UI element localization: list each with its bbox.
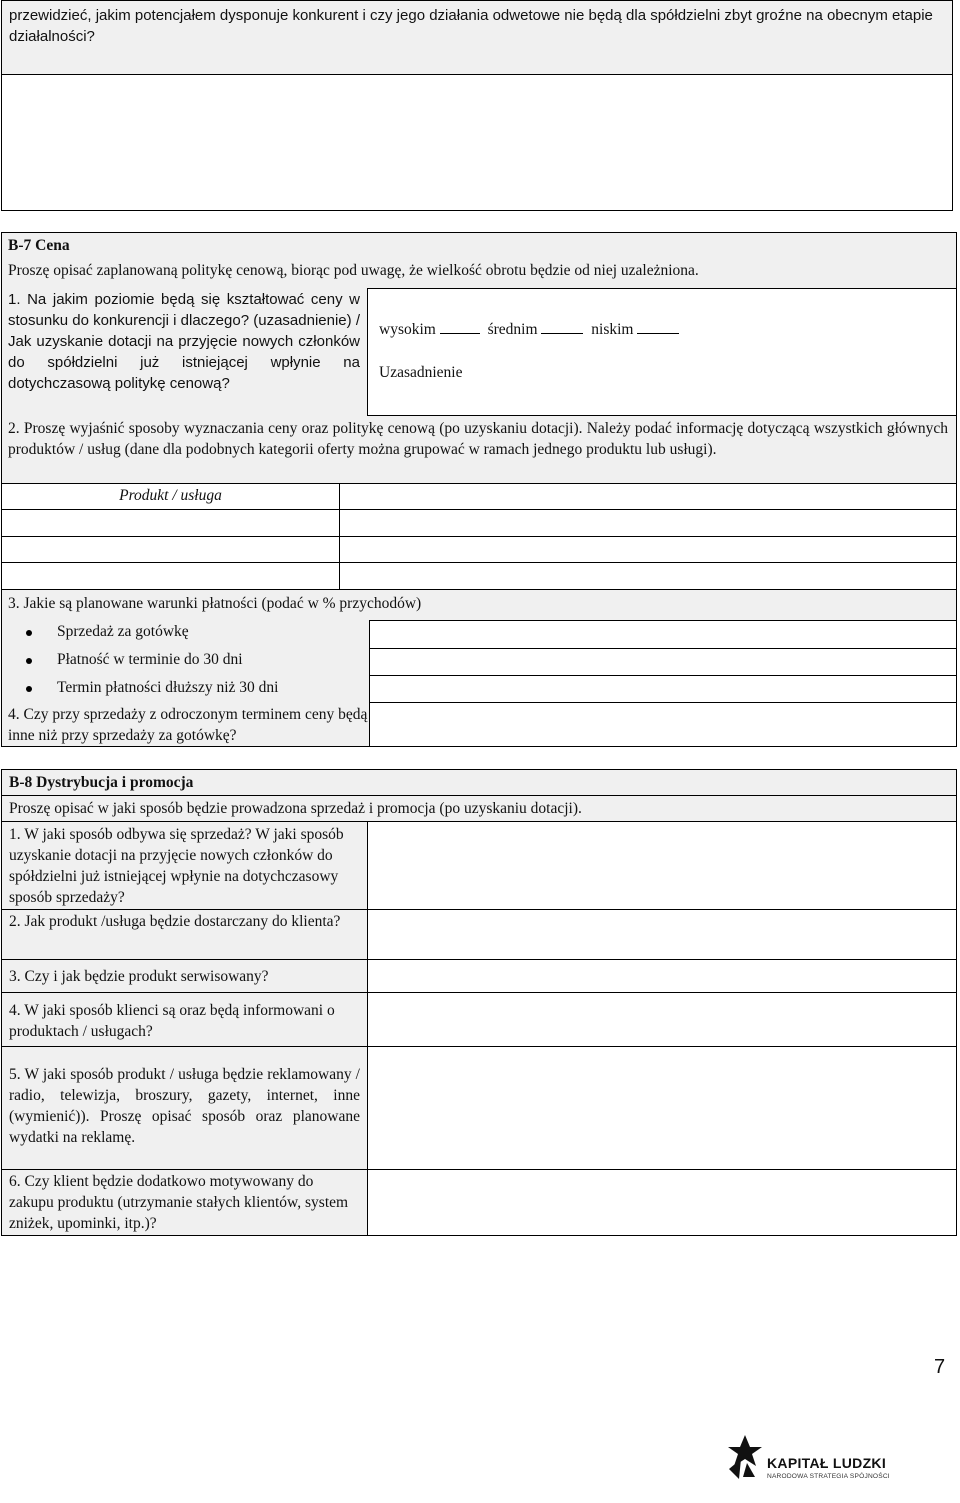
payment-term-30-days-field[interactable] xyxy=(369,648,957,676)
b8-question-6-field[interactable] xyxy=(367,1169,957,1236)
product-row-3-pricing[interactable] xyxy=(339,562,957,590)
b8-question-2-field[interactable] xyxy=(367,909,957,960)
bullet-icon xyxy=(26,686,32,692)
payment-term-cash-field[interactable] xyxy=(369,620,957,649)
competition-question-text: przewidzieć, jakim potencjałem dysponuje konkurent i czy jego działania odwetowe nie będą dla spółdzielni zbyt groźne na obecnym etapie działalności? xyxy=(9,7,933,45)
product-row-3-name[interactable] xyxy=(1,562,340,590)
logo-title: KAPITAŁ LUDZKI xyxy=(767,1455,887,1471)
bullet-icon xyxy=(26,658,32,664)
product-row-2-name[interactable] xyxy=(1,536,340,563)
product-table-header-left: Produkt / usługa xyxy=(1,483,340,510)
b8-question-6-cell: 6. Czy klient będzie dodatkowo motywowany do zakupu produktu (utrzymanie stałych klientów, system zniżek, upominki, itp.)? xyxy=(1,1169,368,1236)
b8-intro: Proszę opisać w jaki sposób będzie prowadzona sprzedaż i promocja (po uzyskaniu dotacji). xyxy=(9,800,582,817)
b8-question-2-cell: 2. Jak produkt /usługa będzie dostarczany do klienta? xyxy=(1,909,368,960)
payment-term-cash: Sprzedaż za gotówkę xyxy=(57,623,189,640)
b8-question-3-cell: 3. Czy i jak będzie produkt serwisowany? xyxy=(1,959,368,993)
kapital-ludzki-logo xyxy=(723,1433,913,1488)
b7-question-3: 3. Jakie są planowane warunki płatności (podać w % przychodów) xyxy=(8,595,422,612)
payment-term-over-30-days-field[interactable] xyxy=(369,675,957,703)
b7-intro: Proszę opisać zaplanowaną politykę cenową, biorąc pod uwagę, że wielkość obrotu będzie od niej uzależniona. xyxy=(8,262,699,279)
b7-question-1: 1. Na jakim poziomie będą się kształtować ceny w stosunku do konkurencji i dlaczego? (uzasadnienie) / Jak uzyskanie dotacji na przyjęcie nowych członków do spółdzielni już istniejącej wpłynie na dotychczasową politykę cenową? xyxy=(8,291,360,392)
b8-intro-cell xyxy=(1,795,957,822)
b7-question-4: 4. Czy przy sprzedaży z odroczonym terminem ceny będą inne niż przy sprzedaży za gotówkę? xyxy=(8,706,368,744)
b8-question-1-field[interactable] xyxy=(367,821,957,910)
product-row-1-name[interactable] xyxy=(1,509,340,537)
b8-heading: B-8 Dystrybucja i promocja xyxy=(9,774,194,791)
b8-question-1-cell: 1. W jaki sposób odbywa się sprzedaż? W jaki sposób uzyskanie dotacji na przyjęcie nowych członków do spółdzielni już istniejącej wpłynie na dotychczasowy sposób sprzedaży? xyxy=(1,821,368,910)
b7-question-4-field[interactable] xyxy=(369,702,957,747)
level-medium-blank[interactable] xyxy=(541,333,583,334)
b8-question-5-field[interactable] xyxy=(367,1046,957,1170)
product-row-1-pricing[interactable] xyxy=(339,509,957,537)
level-low-blank[interactable] xyxy=(637,333,679,334)
level-medium-label: średnim xyxy=(487,321,538,338)
payment-term-30-days: Płatność w terminie do 30 dni xyxy=(57,651,243,668)
b8-question-5-cell: 5. W jaki sposób produkt / usługa będzie reklamowany / radio, telewizja, broszury, gazety, internet, inne (wymienić)). Proszę opisać sposób oraz planowane wydatki na reklamę. xyxy=(1,1046,368,1170)
b7-question-2: 2. Proszę wyjaśnić sposoby wyznaczania ceny oraz politykę cenową (po uzyskaniu dotacji). Należy podać informację dotyczącą wszystkich głównych produktów / usług (dane dla podobnych kategorii oferty można grupować w ramach jednego produktu lub usługi). xyxy=(8,420,948,458)
level-high-label: wysokim xyxy=(379,321,436,338)
kapital-ludzki-emblem-icon xyxy=(723,1433,763,1479)
logo-subtitle: NARODOWA STRATEGIA SPÓJNOŚCI xyxy=(767,1473,890,1480)
b8-question-4-field[interactable] xyxy=(367,992,957,1047)
product-table-header-right xyxy=(339,483,957,510)
b7-heading: B-7 Cena xyxy=(8,237,70,254)
level-high-blank[interactable] xyxy=(440,333,480,334)
bullet-icon xyxy=(26,630,32,636)
competition-question-cell xyxy=(1,0,953,75)
competition-answer-field[interactable] xyxy=(1,74,953,211)
b7-price-level-field[interactable] xyxy=(367,288,957,416)
page-number: 7 xyxy=(934,1356,946,1378)
price-level-options xyxy=(379,321,679,339)
level-low-label: niskim xyxy=(591,321,634,338)
b8-question-3-field[interactable] xyxy=(367,959,957,993)
justification-label: Uzasadnienie xyxy=(379,364,463,381)
b8-question-4-cell: 4. W jaki sposób klienci są oraz będą informowani o produktach / usługach? xyxy=(1,992,368,1047)
b8-heading-cell xyxy=(1,769,957,796)
payment-term-over-30-days: Termin płatności dłuższy niż 30 dni xyxy=(57,679,279,696)
product-row-2-pricing[interactable] xyxy=(339,536,957,563)
